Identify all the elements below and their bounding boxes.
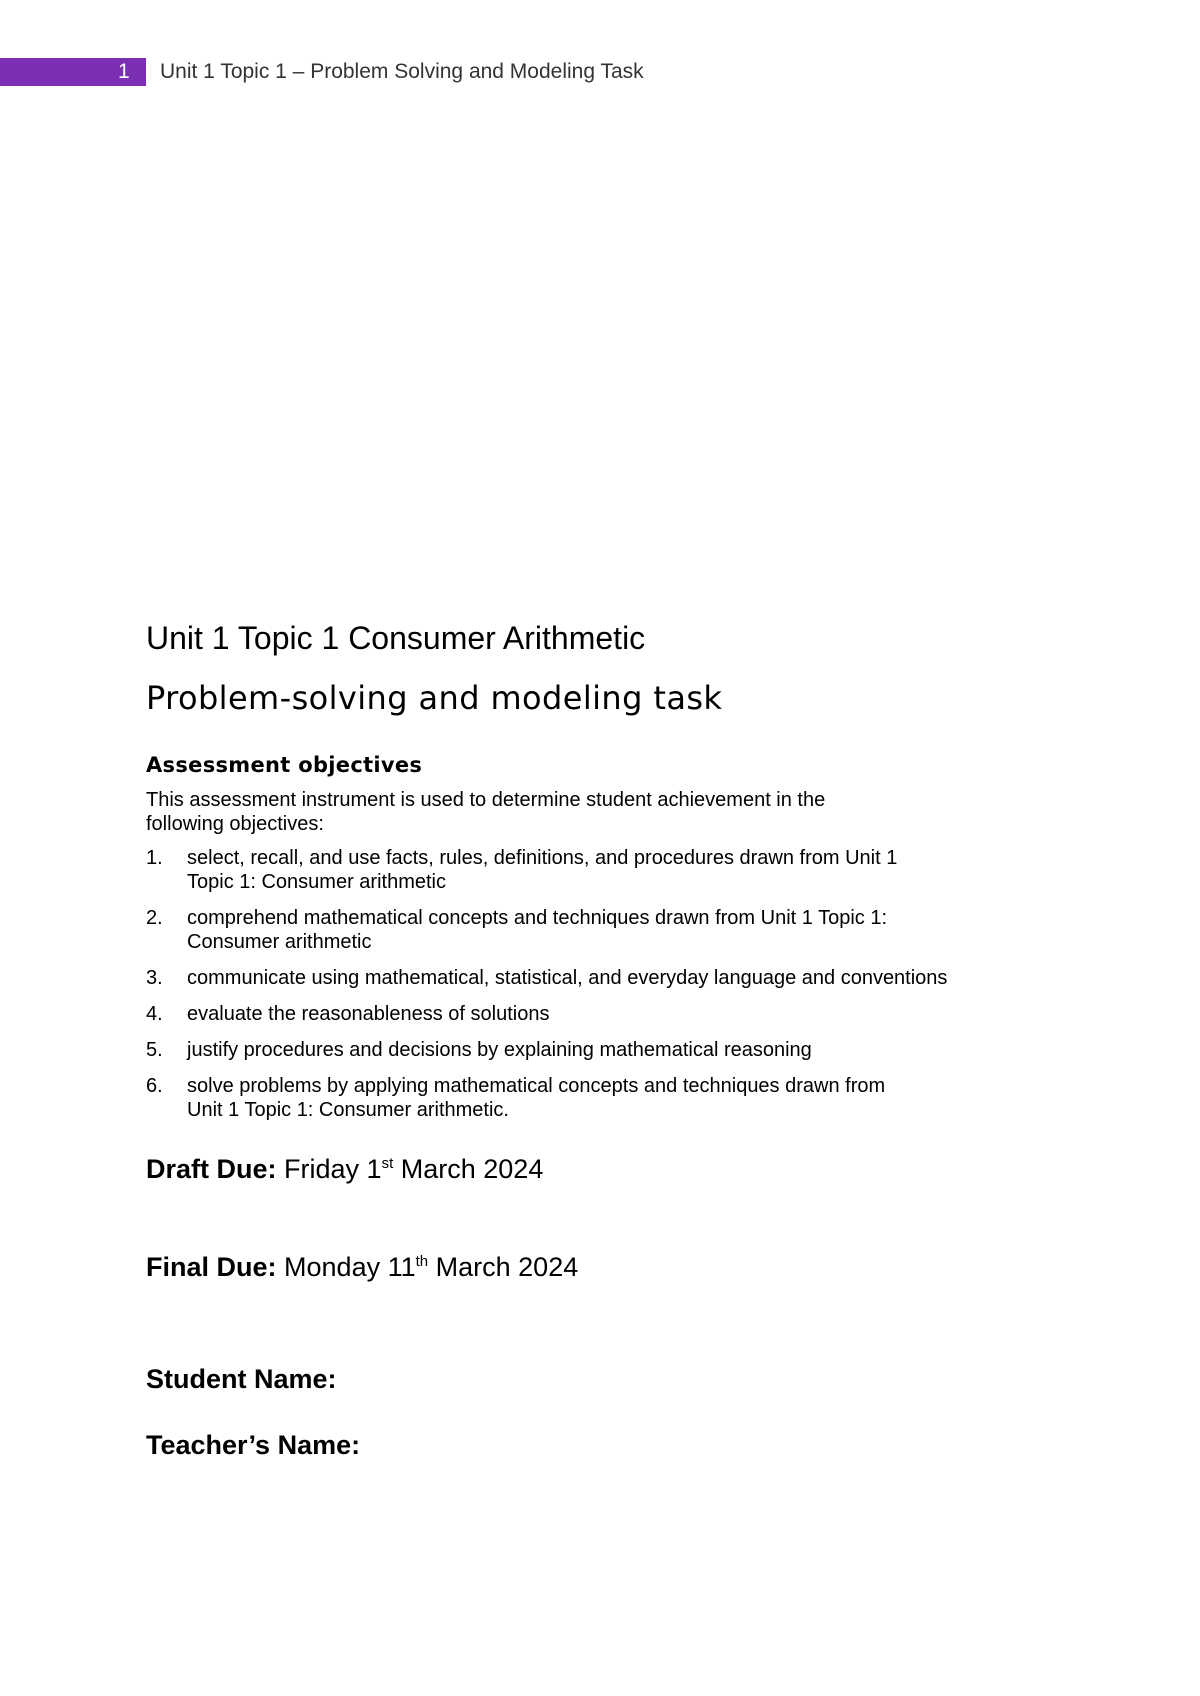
objective-text: evaluate the reasonableness of solutions xyxy=(187,1003,550,1025)
page-number: 1 xyxy=(118,60,130,83)
objective-item xyxy=(146,846,1046,894)
draft-due-day: Friday 1 xyxy=(284,1154,382,1184)
assessment-objectives-heading: Assessment objectives xyxy=(146,753,423,777)
final-due-suffix: th xyxy=(415,1253,429,1270)
objective-number: 3. xyxy=(146,967,163,989)
final-due-label: Final Due: xyxy=(146,1252,277,1282)
objective-number: 5. xyxy=(146,1039,163,1061)
student-name-label: Student Name: xyxy=(146,1364,337,1394)
assessment-intro: This assessment instrument is used to determine student achievement in the following objectives: xyxy=(146,789,826,835)
draft-due-label: Draft Due: xyxy=(146,1154,277,1184)
objective-text: solve problems by applying mathematical concepts and techniques drawn from Unit 1 Topic 1: Consumer arithmetic. xyxy=(187,1075,886,1121)
draft-due-suffix: st xyxy=(381,1155,394,1172)
objective-item xyxy=(146,906,1046,954)
objective-text: justify procedures and decisions by explaining mathematical reasoning xyxy=(187,1039,812,1061)
objective-number: 4. xyxy=(146,1003,163,1025)
objective-text: communicate using mathematical, statistical, and everyday language and conventions xyxy=(187,967,948,989)
objective-number: 6. xyxy=(146,1075,163,1097)
objective-number: 1. xyxy=(146,847,163,869)
draft-due-date xyxy=(146,1152,1046,1186)
objective-item xyxy=(146,966,1046,990)
objective-text: select, recall, and use facts, rules, definitions, and procedures drawn from Unit 1 Topic 1: Consumer arithmetic xyxy=(187,847,898,893)
draft-due-month-year: March 2024 xyxy=(393,1154,544,1184)
objective-item xyxy=(146,1038,1046,1062)
document-subtitle: Problem-solving and modeling task xyxy=(146,679,723,717)
objective-item xyxy=(146,1074,1046,1122)
final-due-day: Monday 11 xyxy=(284,1252,416,1282)
objective-text: comprehend mathematical concepts and techniques drawn from Unit 1 Topic 1: Consumer arithmetic xyxy=(187,907,888,953)
objective-number: 2. xyxy=(146,907,163,929)
document-title: Unit 1 Topic 1 Consumer Arithmetic xyxy=(146,620,646,656)
objectives-list xyxy=(146,846,1046,1122)
teacher-name-label: Teacher’s Name: xyxy=(146,1430,361,1460)
objective-item xyxy=(146,1002,1046,1026)
final-due-date xyxy=(146,1250,1046,1284)
running-header-title: Unit 1 Topic 1 – Problem Solving and Modeling Task xyxy=(160,60,644,83)
document-body xyxy=(146,618,1046,1462)
final-due-month-year: March 2024 xyxy=(428,1252,579,1282)
